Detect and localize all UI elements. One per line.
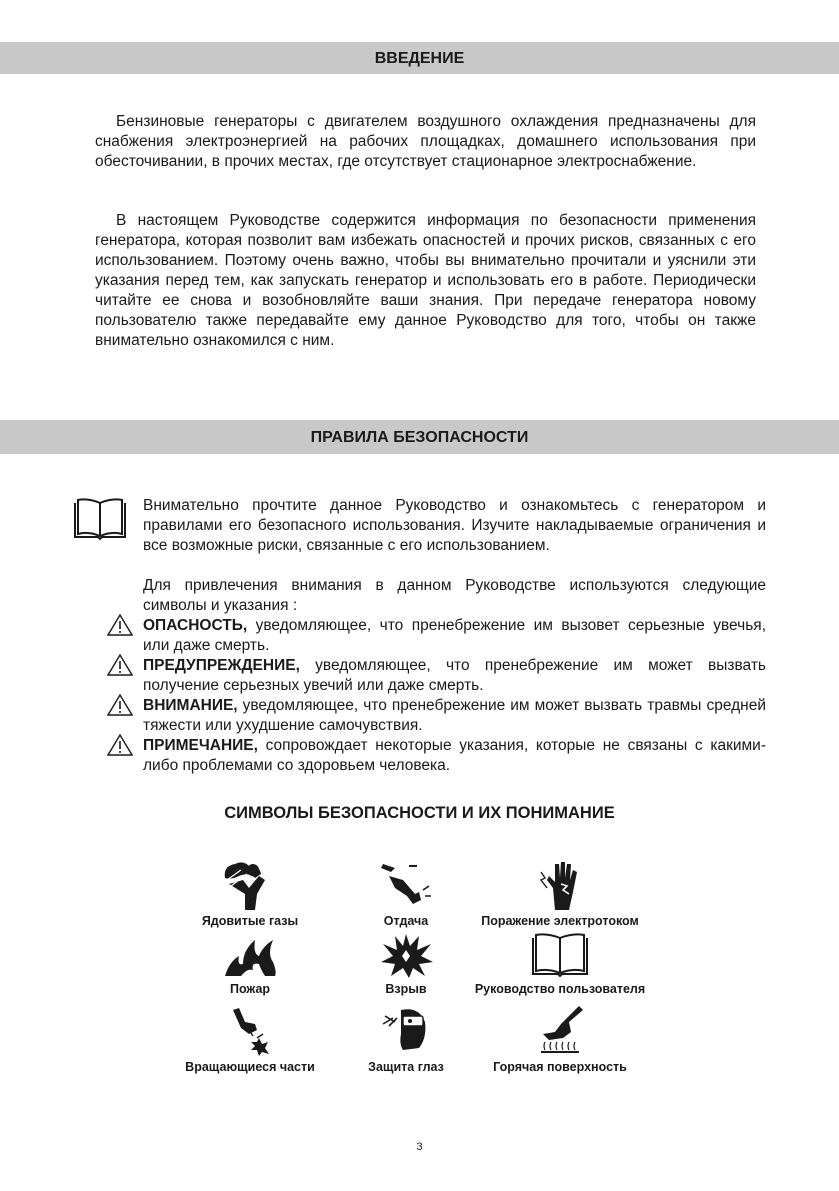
manual-book-icon bbox=[529, 932, 591, 978]
symbols-title: СИМВОЛЫ БЕЗОПАСНОСТИ И ИХ ПОНИМАНИЕ bbox=[224, 804, 615, 822]
intro-paragraph-2: В настоящем Руководстве содержится информация по безопасности применения генератора, которая позволит вам избежать опасностей и прочих рисков, связанных с его использованием. Поэтому очень важно, чтобы вы внимательно прочитали и уяснили эти указания перед тем, как запускать генератор и использовать его в работе. Периодически читайте ее снова и возобновляйте ваши знания. При передаче генератора новому пользователю также передавайте ему данное Руководство для того, чтобы он также внимательно ознакомился с ним. bbox=[95, 212, 756, 349]
symbol-label: Горячая поверхность bbox=[493, 1060, 627, 1074]
symbol-label: Руководство пользователя bbox=[474, 982, 646, 996]
intro-section-header bbox=[0, 42, 839, 74]
symbol-label: Пожар bbox=[229, 982, 271, 996]
signal-text: уведомляющее, что пренебрежение им может вызвать получение серьезных увечий или даже смерть. bbox=[143, 657, 766, 694]
symbol-label: Вращающиеся части bbox=[185, 1060, 315, 1074]
electric-shock-icon bbox=[529, 858, 591, 910]
signal-term: ВНИМАНИЕ, bbox=[143, 697, 238, 714]
safety-section-header bbox=[0, 420, 839, 454]
signal-warning bbox=[143, 656, 766, 696]
open-book-icon bbox=[72, 497, 128, 541]
safety-title: ПРАВИЛА БЕЗОПАСНОСТИ bbox=[310, 429, 529, 446]
signal-term: ПРЕДУПРЕЖДЕНИЕ, bbox=[143, 657, 300, 674]
eye-protection-icon bbox=[375, 1004, 437, 1056]
read-manual-text: Внимательно прочтите данное Руководство и ознакомьтесь с генератором и правилами его безопасного использования. Изучите накладываемые ограничения и все возможные риски, связанные с его использованием. bbox=[143, 497, 766, 554]
symbol-label: Взрыв bbox=[385, 982, 427, 996]
signal-danger bbox=[143, 616, 766, 656]
fire-icon bbox=[219, 932, 281, 978]
signal-term: ОПАСНОСТЬ, bbox=[143, 617, 248, 634]
warning-triangle-icon bbox=[107, 614, 133, 636]
signal-text: сопровождает некоторые указания, которые не связаны с какими-либо проблемами со здоровьем человека. bbox=[143, 737, 766, 774]
symbol-manual bbox=[460, 932, 660, 996]
page-number: 3 bbox=[416, 1141, 423, 1153]
symbol-label: Поражение электротоком bbox=[481, 914, 639, 928]
symbol-electric-shock bbox=[460, 858, 660, 928]
signal-text: уведомляющее, что пренебрежение им может вызвать травмы средней тяжести или ухудшение самочувствия. bbox=[143, 697, 766, 734]
symbol-label: Отдача bbox=[383, 914, 429, 928]
toxic-gas-icon bbox=[219, 858, 281, 910]
intro-title: ВВЕДЕНИЕ bbox=[374, 50, 465, 67]
signal-term: ПРИМЕЧАНИЕ, bbox=[143, 737, 258, 754]
rotating-parts-icon bbox=[219, 1004, 281, 1056]
symbol-label: Защита глаз bbox=[368, 1060, 444, 1074]
hot-surface-icon bbox=[529, 1004, 591, 1056]
warning-triangle-icon bbox=[107, 734, 133, 756]
symbol-hot-surface bbox=[460, 1004, 660, 1074]
explosion-icon bbox=[375, 932, 437, 978]
signal-caution bbox=[143, 696, 766, 736]
intro-paragraph-1: Бензиновые генераторы с двигателем воздушного охлаждения предназначены для снабжения электроэнергией на рабочих площадках, домашнего использования при обесточивании, в прочих местах, где отсутствует стационарное электроснабжение. bbox=[95, 113, 756, 170]
kickback-icon bbox=[375, 858, 437, 910]
warning-triangle-icon bbox=[107, 694, 133, 716]
signal-text: уведомляющее, что пренебрежение им вызовет серьезные увечья, или даже смерть. bbox=[143, 617, 766, 654]
symbol-label: Ядовитые газы bbox=[201, 914, 299, 928]
warning-triangle-icon bbox=[107, 654, 133, 676]
symbols-intro-text: Для привлечения внимания в данном Руководстве используются следующие символы и указания : bbox=[143, 577, 766, 614]
signal-note bbox=[143, 736, 766, 776]
